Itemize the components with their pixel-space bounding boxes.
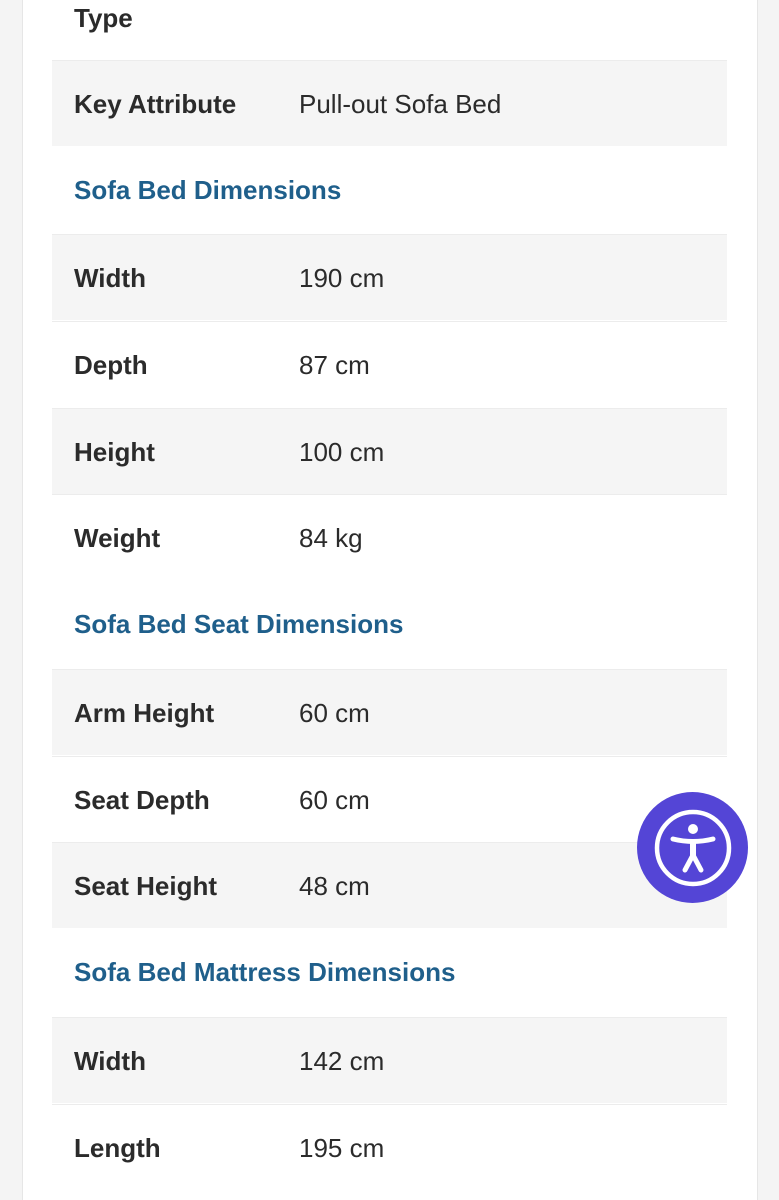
row-value: 48 cm (299, 871, 370, 901)
section-title-sofa-bed-seat-dimensions: Sofa Bed Seat Dimensions (74, 609, 404, 639)
row-label: Length (74, 1133, 161, 1163)
table-row-width (52, 234, 727, 320)
section-title-sofa-bed-mattress-dimensions: Sofa Bed Mattress Dimensions (74, 957, 456, 987)
row-label: Width (74, 1046, 146, 1076)
row-label: Weight (74, 523, 161, 553)
row-label-type: Type (74, 3, 133, 33)
row-value: 195 cm (299, 1133, 385, 1163)
row-value: 100 cm (299, 437, 385, 467)
accessibility-button[interactable] (637, 792, 748, 903)
section-title-sofa-bed-dimensions: Sofa Bed Dimensions (74, 175, 342, 205)
table-row-arm-height (52, 669, 727, 755)
row-value: 60 cm (299, 698, 370, 728)
row-label: Depth (74, 350, 148, 380)
row-label: Key Attribute (74, 89, 237, 119)
row-label: Width (74, 263, 146, 293)
row-value: 190 cm (299, 263, 385, 293)
table-row-height (52, 408, 727, 494)
table-row-mattress-length (52, 1104, 727, 1190)
table-row-seat-height (52, 842, 727, 928)
table-row-depth (52, 321, 727, 407)
row-label: Seat Depth (74, 785, 210, 815)
row-value: Pull-out Sofa Bed (299, 89, 502, 119)
table-row-seat-depth (52, 756, 727, 842)
table-row-weight (52, 494, 727, 580)
row-label: Arm Height (74, 698, 215, 728)
row-value: 87 cm (299, 350, 370, 380)
row-value: 60 cm (299, 785, 370, 815)
row-value: 142 cm (299, 1046, 385, 1076)
row-label: Seat Height (74, 871, 218, 901)
accessibility-person-icon (651, 806, 735, 890)
table-row-mattress-width (52, 1017, 727, 1103)
row-label: Height (74, 437, 155, 467)
table-row-key-attribute (52, 60, 727, 146)
row-value: 84 kg (299, 523, 363, 553)
